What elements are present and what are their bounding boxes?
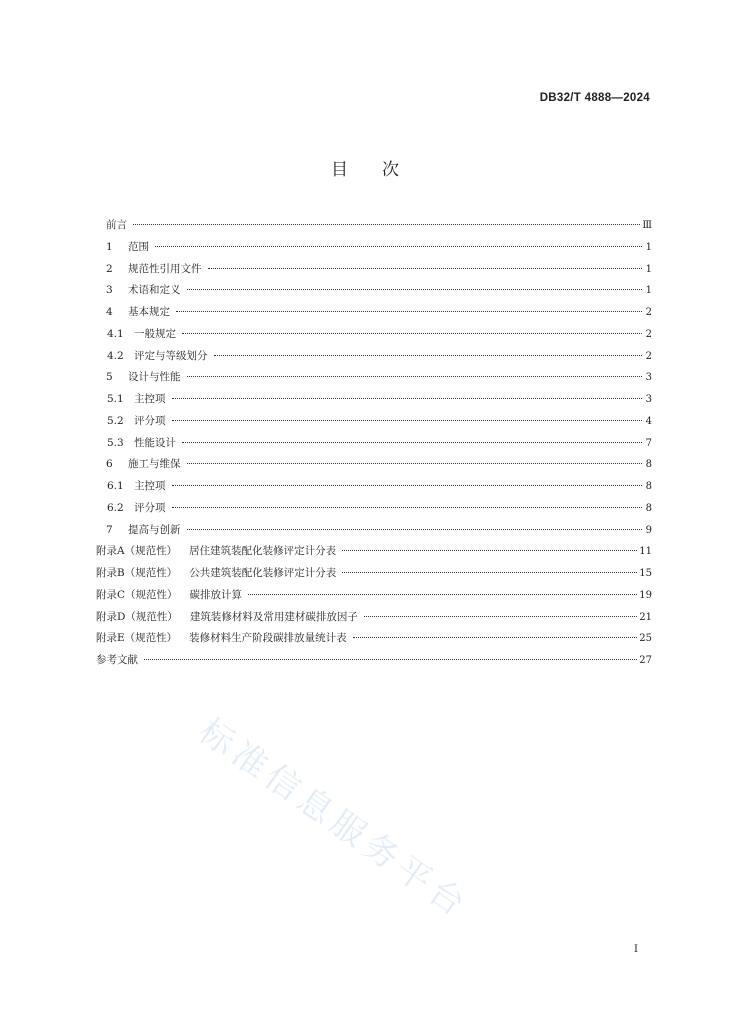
toc-entry-label	[96, 237, 149, 259]
toc-entry-number: 3	[106, 284, 113, 297]
toc-entry[interactable]	[96, 541, 652, 563]
watermark: 标准信息服务平台	[191, 710, 477, 928]
toc-entry-page: 25	[639, 633, 652, 645]
toc-entry-number: 6	[106, 458, 113, 471]
toc-entry-title: 施工与维保	[128, 458, 181, 471]
toc-entry[interactable]	[96, 607, 652, 629]
page-number: I	[634, 944, 638, 955]
toc-entry-title: 术语和定义	[128, 284, 181, 297]
toc-entry-number: 6.2	[107, 501, 124, 514]
toc-dot-leader	[187, 463, 643, 464]
toc-dot-leader	[353, 637, 638, 638]
toc-entry-number: 4.1	[107, 327, 124, 340]
toc-entry-page: 9	[645, 524, 652, 536]
toc-entry-label	[107, 433, 176, 455]
toc-entry-label	[96, 302, 170, 324]
toc-entry-page: 2	[645, 328, 652, 340]
toc-entry-page: 1	[645, 241, 652, 253]
toc-entry-title: 碳排放计算	[189, 588, 243, 601]
toc-entry-page: 1	[645, 263, 652, 275]
toc-entry-page: 15	[639, 568, 652, 579]
toc-dot-leader	[342, 572, 637, 573]
toc-entry[interactable]	[96, 237, 652, 259]
toc-dot-leader	[144, 659, 637, 660]
toc-entry-number: 附录B（规范性）	[96, 567, 178, 579]
toc-entry-title: 一般规定	[134, 327, 176, 340]
toc-entry-title: 评分项	[134, 414, 166, 427]
toc-entry-label	[96, 280, 181, 302]
toc-dot-leader	[208, 268, 643, 269]
toc-entry-title: 基本规定	[128, 306, 170, 318]
toc-entry[interactable]	[96, 324, 652, 346]
toc-entry-title: 范围	[128, 240, 149, 253]
toc-dot-leader	[187, 289, 643, 290]
toc-dot-leader	[172, 507, 643, 508]
toc-entry-number: 附录E（规范性）	[96, 632, 178, 645]
toc-entry-title: 提高与创新	[128, 523, 181, 536]
toc-entry-number: 4.2	[107, 349, 124, 362]
toc-dot-leader	[182, 442, 642, 443]
toc-dot-leader	[248, 594, 637, 595]
toc-entry-title: 评定与等级划分	[134, 349, 208, 362]
table-of-contents	[96, 215, 652, 672]
toc-entry-page: 2	[645, 307, 652, 318]
toc-entry-page: 2	[645, 350, 652, 362]
toc-entry[interactable]	[96, 476, 652, 498]
toc-entry[interactable]	[96, 585, 652, 607]
toc-dot-leader	[214, 355, 643, 356]
toc-dot-leader	[172, 420, 643, 421]
toc-entry[interactable]	[96, 433, 652, 455]
toc-entry-label	[107, 324, 176, 346]
toc-entry[interactable]	[96, 411, 652, 433]
toc-entry-page: 3	[645, 394, 652, 405]
toc-entry-label	[96, 215, 127, 237]
toc-entry[interactable]	[96, 520, 652, 542]
toc-entry-title: 主控项	[134, 393, 166, 405]
toc-dot-leader	[133, 224, 640, 225]
toc-entry-page: 1	[645, 285, 652, 297]
toc-entry-page: 4	[645, 415, 652, 427]
toc-entry[interactable]	[96, 389, 652, 411]
toc-entry-page: 11	[639, 546, 652, 558]
toc-entry-number: 2	[106, 262, 113, 275]
toc-entry-page: 3	[645, 372, 652, 384]
toc-entry-title: 公共建筑装配化装修评定计分表	[189, 567, 337, 579]
toc-entry-title: 装修材料生产阶段碳排放量统计表	[189, 632, 347, 645]
toc-entry-number: 5.1	[107, 393, 124, 405]
toc-entry[interactable]	[96, 215, 652, 237]
standard-number: DB32/T 4888—2024	[539, 92, 650, 104]
toc-entry-title: 前言	[106, 219, 127, 231]
toc-entry-title: 参考文献	[96, 654, 138, 666]
toc-entry-page: 8	[645, 459, 652, 471]
toc-entry-number: 5.2	[107, 414, 124, 427]
toc-entry-page: 19	[639, 589, 652, 601]
toc-entry-page: Ⅲ	[642, 220, 652, 231]
toc-entry-number: 附录A（规范性）	[96, 545, 178, 558]
toc-dot-leader	[155, 246, 642, 247]
toc-entry-page: 7	[645, 437, 652, 449]
toc-entry[interactable]	[96, 302, 652, 324]
toc-entry-title: 建筑装修材料及常用建材碳排放因子	[189, 610, 358, 623]
toc-dot-leader	[182, 333, 642, 334]
toc-entry-label	[96, 259, 202, 281]
toc-entry[interactable]	[96, 628, 652, 650]
toc-entry-title: 性能设计	[134, 436, 176, 449]
toc-entry-title: 居住建筑装配化装修评定计分表	[189, 545, 337, 558]
toc-entry-number: 1	[106, 240, 113, 253]
toc-entry-title: 规范性引用文件	[128, 262, 202, 275]
toc-entry[interactable]	[96, 563, 652, 585]
toc-entry-page: 21	[639, 611, 652, 623]
toc-entry-title: 设计与性能	[128, 371, 181, 384]
toc-entry-label	[107, 346, 208, 368]
toc-entry[interactable]	[96, 650, 652, 672]
toc-entry-label	[107, 498, 166, 520]
toc-dot-leader	[342, 550, 637, 551]
toc-dot-leader	[172, 485, 643, 486]
toc-entry-title: 主控项	[134, 480, 166, 492]
toc-dot-leader	[364, 616, 637, 617]
toc-entry-label	[107, 411, 166, 433]
toc-entry-title: 评分项	[134, 501, 166, 514]
toc-entry-label	[96, 628, 347, 650]
toc-entry-label	[96, 650, 138, 672]
toc-entry[interactable]	[96, 280, 652, 302]
toc-dot-leader	[187, 529, 643, 530]
toc-entry-page: 8	[645, 502, 652, 514]
toc-entry-label	[96, 367, 181, 389]
toc-entry-number: 5	[106, 371, 113, 384]
toc-entry-page: 27	[639, 655, 652, 666]
toc-dot-leader	[172, 398, 643, 399]
toc-entry-number: 4	[106, 306, 113, 318]
toc-entry-number: 5.3	[107, 436, 124, 449]
toc-entry[interactable]	[96, 259, 652, 281]
toc-entry-number: 附录D（规范性）	[96, 610, 178, 623]
toc-entry[interactable]	[96, 346, 652, 368]
page-title: 目次	[331, 160, 433, 180]
toc-entry-page: 8	[645, 481, 652, 492]
toc-entry-number: 附录C（规范性）	[96, 588, 178, 601]
toc-entry-label	[107, 476, 166, 498]
toc-entry-label	[96, 520, 181, 542]
toc-entry[interactable]	[96, 454, 652, 476]
toc-entry-number: 7	[106, 523, 113, 536]
toc-entry[interactable]	[96, 367, 652, 389]
toc-dot-leader	[187, 376, 643, 377]
toc-entry-label	[107, 389, 166, 411]
toc-entry-label	[96, 607, 358, 629]
toc-entry-label	[96, 454, 181, 476]
toc-entry-label	[96, 541, 336, 563]
toc-entry-label	[96, 563, 336, 585]
toc-entry[interactable]	[96, 498, 652, 520]
toc-entry-number: 6.1	[107, 480, 124, 492]
toc-entry-label	[96, 585, 242, 607]
toc-dot-leader	[176, 311, 642, 312]
